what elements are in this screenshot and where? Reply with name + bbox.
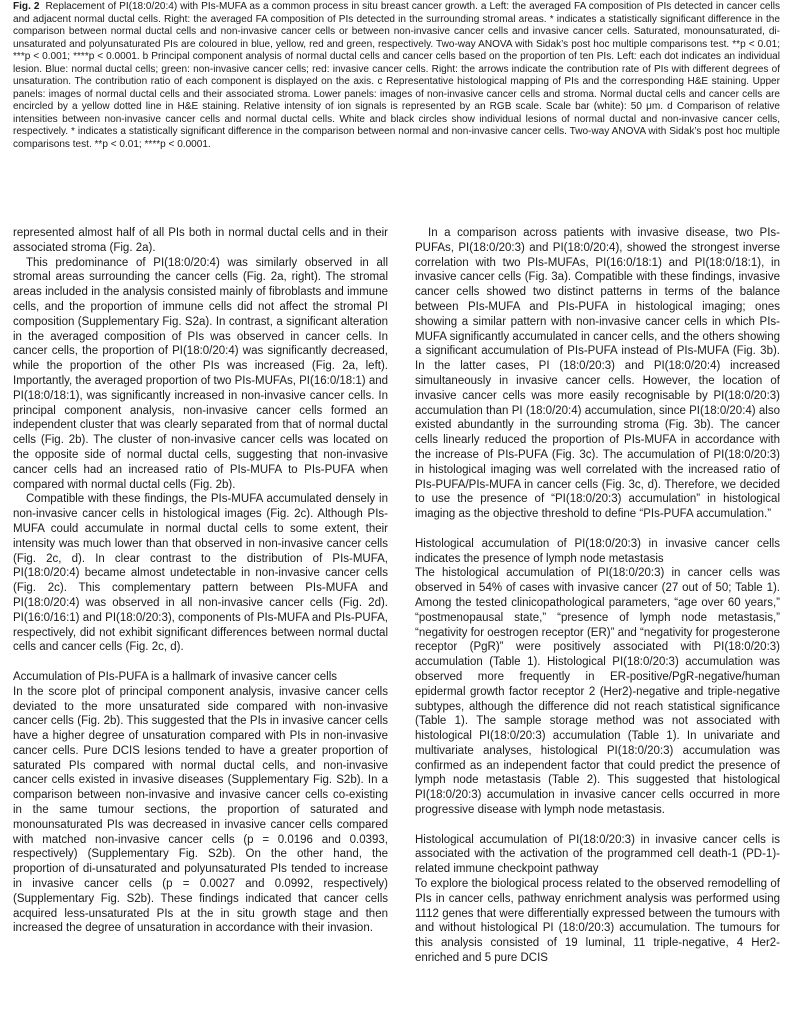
figure-caption-text: Replacement of PI(18:0/20:4) with PIs-MUFA as a common process in situ breast cancer growth. a Left: the averaged FA composition of PIs detected in cancer cells and adjacent normal ductal cells. Right: the averaged FA composition of PIs detected in the surrounding stromal areas. * indicates a statistically significant difference in the comparison between normal ductal cells and non-invasive cancer cells or between non-invasive cancer cells and invasive cancer cells. Saturated, monounsaturated, di-unsaturated and polyunsaturated PIs are coloured in blue, yellow, red and green, respectively. Two-way ANOVA with Sidak’s post hoc multiple comparisons test. **p < 0.01; ***p < 0.001; ****p < 0.0001. b Principal component analysis of normal ductal cells and cancer cells based on the proportion of ten PIs. Left: each dot indicates an individual lesion. Blue: normal ductal cells; green: non-invasive cancer cells; red: invasive cancer cells. Right: the arrows indicate the contribution rate of PIs with different degrees of unsaturation. The contribution ratio of each component is displayed on the axis. c Representative histological mapping of PIs and the corresponding H&E staining. Upper panels: images of normal ductal cells and their associated stroma. Lower panels: images of non-invasive cancer cells and stroma. Normal ductal cells and cancer cells are encircled by a yellow dotted line in H&E staining. Relative intensity of ion signals is represented by an RGB scale. Scale bar (white): 50 μm. d Comparison of relative intensities between non-invasive cancer cells and normal ductal cells. White and black circles show individual lesions of normal ductal and non-invasive cancer cells, respectively. * indicates a statistically significant difference in the comparison between normal and non-invasive cancer cells. Two-way ANOVA with Sidak’s post hoc multiple comparisons test. **p < 0.01; ****p < 0.0001. — [13, 1, 780, 151]
paragraph: The histological accumulation of PI(18:0/20:3) in cancer cells was observed in 54% of cases with invasive cancer (27 out of 50; Table 1). Among the tested clinicopathological parameters, “age over 60 years,” “postmenopausal state,” “presence of lymph node metastasis,” “negativity for oestrogen receptor (ER)” and “negativity for progesterone receptor (PgR)” were positively associated with PI(18:0/20:3) accumulation (Table 1). Histological PI(18:0/20:3) accumulation was observed more frequently in ER-positive/PgR-negative/human epidermal growth factor receptor 2 (Her2)-negative and triple-negative subtypes, although the difference did not reach statistical significance (Table 1). The sample storage method was not associated with histological PI(18:0/20:3) accumulation (Table 1). In univariate and multivariate analyses, histological PI(18:0/20:3) accumulation was confirmed as an independent factor that could predict the presence of lymph node metastasis (Table 2). This suggested that histological PI(18:0/20:3) accumulation in invasive cancer cells occurred in more progressive disease with lymph node metastasis. — [415, 567, 780, 817]
paragraph: In the score plot of principal component analysis, invasive cancer cells deviated to the more unsaturated side compared with non-invasive cancer cells (Fig. 2b). This suggested that the PIs in invasive cancer cells have a higher degree of unsaturation compared with PIs in non-invasive cancer cells. Pure DCIS lesions tended to have a greater proportion of saturated PIs compared with normal ductal cells, and non-invasive cancer cells existed in invasive diseases (Supplementary Fig. S2b). In a comparison between non-invasive and invasive cancer cells co-existing in the same tumour sections, the proportion of saturated and monounsaturated PIs was decreased in invasive cancer cells compared with matched non-invasive cancer cells (p = 0.0196 and 0.0393, respectively) (Supplementary Fig. S2b). On the other hand, the proportion of di-unsaturated and polyunsaturated PIs tended to increase in invasive cancer cells (p = 0.0027 and 0.0992, respectively) (Supplementary Fig. S2b). These findings indicated that cancer cells acquired less-unsaturated PIs at the in situ growth stage and then increased the degree of unsaturation in accordance with their invasion. — [13, 685, 388, 935]
section-heading: Accumulation of PIs-PUFA is a hallmark of invasive cancer cells — [13, 670, 338, 683]
right-column — [415, 226, 780, 966]
paragraph: This predominance of PI(18:0/20:4) was similarly observed in all stromal areas surrounding the cancer cells (Fig. 2a, right). The stromal areas included in the analysis consisted mainly of fibroblasts and immune cells, and the proportion of immune cells did not affect the stromal PI composition (Supplementary Fig. S2a). In contrast, a significant alteration in the averaged composition of PIs was observed in cancer cells. In cancer cells, the proportion of PI(18:0/20:4) was significantly decreased, while the proportion of the other PIs was increased (Fig. 2a, left). Importantly, the averaged proportion of two PIs-MUFAs, PI(16:0/18:1) and PI(18:0/18:1), was significantly increased in non-invasive cancer cells. In principal component analysis, non-invasive cancer cells formed an independent cluster that was clearly separated from that of normal ductal cells (Fig. 2b). The cluster of non-invasive cancer cells was located on the opposite side of normal ductal cells, suggesting that non-invasive cancer cells had an increased ratio of PIs-MUFA to PIs-PUFA when compared with normal ductal cells (Fig. 2b). — [13, 256, 389, 491]
body-columns — [13, 226, 780, 1024]
left-column — [13, 226, 388, 936]
paragraph: To explore the biological process related to the observed remodelling of PIs in cancer cells, pathway enrichment analysis was performed using 1112 genes that were differentially expressed between the tumours with and without histological PI (18:0/20:3) accumulation. The tumours for this analysis consisted of 19 luminal, 11 triple-negative, 4 Her2-enriched and 5 pure DCIS — [415, 878, 780, 965]
paragraph: Compatible with these findings, the PIs-MUFA accumulated densely in non-invasive cancer cells in histological images (Fig. 2c). Although PIs-MUFA could accumulate in normal ductal cells to some extent, their intensity was much lower than that observed in non-invasive cancer cells (Fig. 2c, d). In clear contrast to the distribution of PIs-MUFA, PI(18:0/20:4) became almost undetectable in non-invasive cancer cells (Fig. 2c). This complementary pattern between PIs-MUFA and PI(18:0/20:4) was observed in all non-invasive cancer cells (Fig. 2d). PI(16:0/16:1) and PI(18:0/20:3), components of PIs-MUFA and PIs-PUFA, respectively, did not exhibit significant differences between normal ductal cells and cancer cells (Fig. 2c, d). — [13, 493, 388, 654]
figure-label: Fig. 2 — [13, 1, 40, 12]
paragraph: In a comparison across patients with invasive disease, two PIs-PUFAs, PI(18:0/20:3) and PI(18:0/20:4), showed the strongest inverse correlation with two PIs-MUFAs, PI(16:0/18:1) and PI(18:0/18:1), in invasive cancer cells (Fig. 3a). Compatible with these findings, invasive cancer cells showed two distinct patterns in terms of the balance between PIs-MUFA and PIs-PUFA in histological imaging; ones showing a similar pattern with non-invasive cancer cells in which PIs-MUFA significantly accumulated in cancer cells, and the others showing a significant accumulation of PIs-PUFA instead of PIs-MUFA (Fig. 3b). In the latter cases, PI (18:0/20:3) and PI(18:0/20:4) increased simultaneously in invasive cancer cells. However, the location of invasive cancer cells was more easily recognisable by PI(18:0/20:3) accumulation than PI (18:0/20:4) accumulation, since PI(18:0/20:4) also existed abundantly in the surrounding stroma (Fig. 3b). The cancer cells linearly reduced the proportion of PIs-MUFA in accordance with the increase of PIs-PUFA (Fig. 3c). The accumulation of PI(18:0/20:3) in histological imaging was well correlated with the increased ratio of PIs-PUFA/PIs-MUFA in cancer cells (Fig. 3c, d). Therefore, we decided to use the presence of “PI(18:0/20:3) accumulation” in histological imaging as the objective threshold to define “PIs-PUFA accumulation.” — [415, 227, 780, 521]
paragraph: represented almost half of all PIs both in normal ductal cells and in their associated stroma (Fig. 2a). — [13, 227, 388, 254]
section-heading: Histological accumulation of PI(18:0/20:3) in invasive cancer cells is associated with the activation of the programmed cell death-1 (PD-1)-related immune checkpoint pathway — [415, 833, 780, 876]
section-heading: Histological accumulation of PI(18:0/20:3) in invasive cancer cells indicates the presence of lymph node metastasis — [415, 537, 780, 565]
figure-caption — [13, 1, 780, 152]
